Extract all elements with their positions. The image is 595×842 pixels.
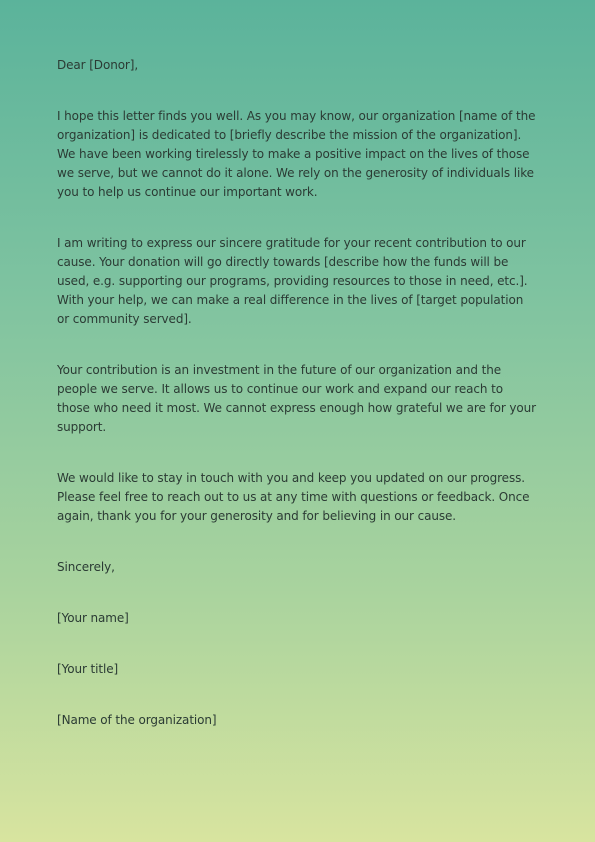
signature-organization: [Name of the organization]	[57, 713, 217, 727]
paragraph-gratitude: I am writing to express our sincere gratitude for your recent contribution to our cause. Your donation will go directly towards [describe how the funds will be used, e.g. supporting our programs, providing resources to those in need, etc.]. With your help, we can make a real difference in the lives of [target population or community served].	[57, 236, 528, 326]
letter-body	[57, 56, 538, 730]
signature-name: [Your name]	[57, 611, 129, 625]
paragraph-stay-in-touch: We would like to stay in touch with you and keep you updated on our progress. Please feel free to reach out to us at any time with questions or feedback. Once again, thank you for your generosity and for believing in our cause.	[57, 471, 530, 523]
paragraph-intro: I hope this letter finds you well. As you may know, our organization [name of the organization] is dedicated to [briefly describe the mission of the organization]. We have been working tirelessly to make a positive impact on the lives of those we serve, but we cannot do it alone. We rely on the generosity of individuals like you to help us continue our important work.	[57, 109, 536, 199]
signature-title: [Your title]	[57, 662, 119, 676]
closing: Sincerely,	[57, 560, 115, 574]
paragraph-investment: Your contribution is an investment in the future of our organization and the people we serve. It allows us to continue our work and expand our reach to those who need it most. We cannot express enough how grateful we are for your support.	[57, 363, 536, 434]
salutation: Dear [Donor],	[57, 58, 139, 72]
